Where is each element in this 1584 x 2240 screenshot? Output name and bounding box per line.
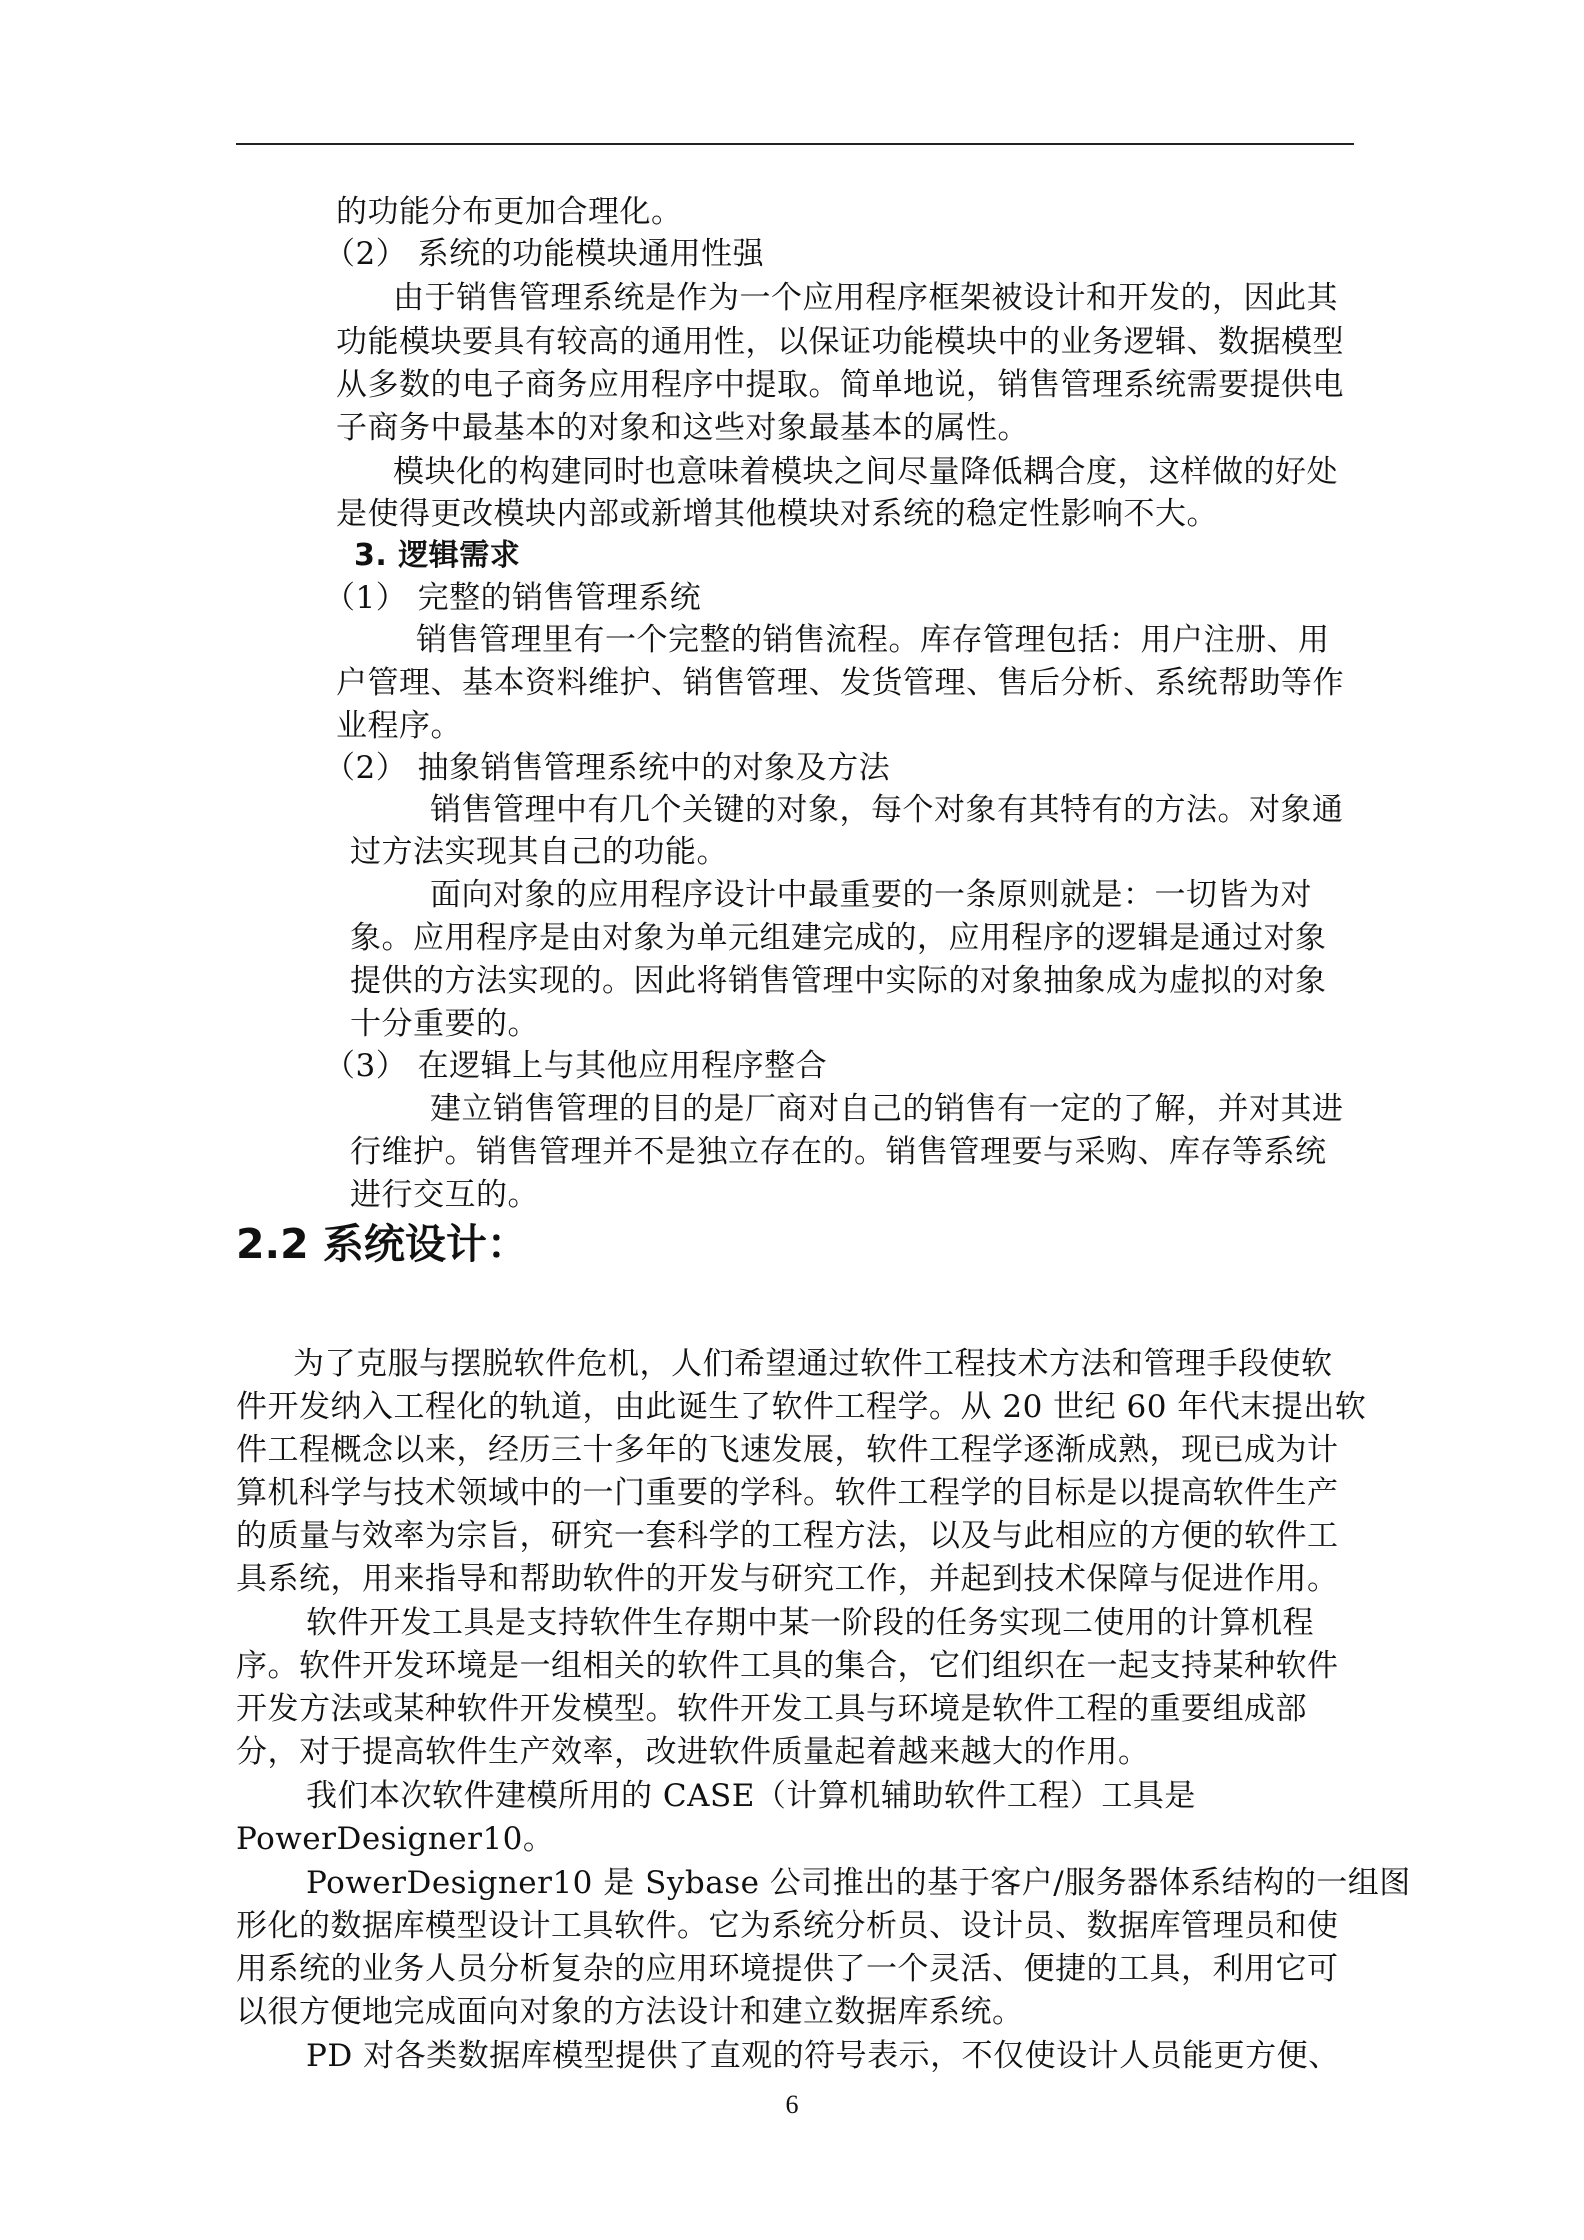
text-line: 户管理、基本资料维护、销售管理、发货管理、售后分析、系统帮助等作 [336,665,1344,701]
text-line: 行维护。销售管理并不是独立存在的。销售管理要与采购、库存等系统 [350,1134,1327,1170]
text-line: 件开发纳入工程化的轨道，由此诞生了软件工程学。从 20 世纪 60 年代末提出软 [236,1389,1367,1425]
text-line: 销售管理里有一个完整的销售流程。库存管理包括：用户注册、用 [416,622,1330,658]
text-line: 面向对象的应用程序设计中最重要的一条原则就是：一切皆为对 [430,877,1312,913]
text-line: 是使得更改模块内部或新增其他模块对系统的稳定性影响不大。 [336,496,1218,532]
section-title: 2.2 系统设计： [236,1220,528,1268]
text-line: 从多数的电子商务应用程序中提取。简单地说，销售管理系统需要提供电 [336,367,1344,403]
text-line: 模块化的构建同时也意味着模块之间尽量降低耦合度，这样做的好处 [393,454,1338,490]
text-line: 以很方便地完成面向对象的方法设计和建立数据库系统。 [236,1994,1024,2030]
list-item-heading: （3） 在逻辑上与其他应用程序整合 [324,1048,828,1084]
text-line: 用系统的业务人员分析复杂的应用环境提供了一个灵活、便捷的工具，利用它可 [236,1951,1339,1987]
text-line: 序。软件开发环境是一组相关的软件工具的集合，它们组织在一起支持某种软件 [236,1648,1339,1684]
text-line: 功能模块要具有较高的通用性，以保证功能模块中的业务逻辑、数据模型 [336,324,1344,360]
list-item-heading: （2） 系统的功能模块通用性强 [324,236,765,272]
page-number: 6 [785,2090,799,2119]
text-line: 销售管理中有几个关键的对象，每个对象有其特有的方法。对象通 [430,792,1344,828]
text-line: 由于销售管理系统是作为一个应用程序框架被设计和开发的，因此其 [393,280,1338,316]
text-line: 十分重要的。 [350,1006,539,1042]
text-line: 过方法实现其自己的功能。 [350,834,728,870]
subsection-heading: 3. 逻辑需求 [354,538,521,573]
text-line: PowerDesigner10。 [236,1821,555,1857]
text-line: 提供的方法实现的。因此将销售管理中实际的对象抽象成为虚拟的对象 [350,963,1327,999]
text-line: 的质量与效率为宗旨，研究一套科学的工程方法，以及与此相应的方便的软件工 [236,1518,1339,1554]
text-line: 软件开发工具是支持软件生存期中某一阶段的任务实现二使用的计算机程 [306,1605,1314,1641]
text-line: 建立销售管理的目的是厂商对自己的销售有一定的了解，并对其进 [430,1091,1344,1127]
header-rule [236,143,1354,145]
text-line: 分，对于提高软件生产效率，改进软件质量起着越来越大的作用。 [236,1734,1150,1770]
text-line: 的功能分布更加合理化。 [336,194,683,230]
text-line: 具系统，用来指导和帮助软件的开发与研究工作，并起到技术保障与促进作用。 [236,1561,1339,1597]
text-line: PowerDesigner10 是 Sybase 公司推出的基于客户/服务器体系结构的一组图 [306,1865,1411,1901]
list-item-heading: （2） 抽象销售管理系统中的对象及方法 [324,750,891,786]
text-line: PD 对各类数据库模型提供了直观的符号表示，不仅使设计人员能更方便、 [306,2038,1340,2074]
text-line: 形化的数据库模型设计工具软件。它为系统分析员、设计员、数据库管理员和使 [236,1908,1339,1944]
text-line: 算机科学与技术领域中的一门重要的学科。软件工程学的目标是以提高软件生产 [236,1475,1339,1511]
text-line: 业程序。 [336,708,462,744]
text-line: 子商务中最基本的对象和这些对象最基本的属性。 [336,410,1029,446]
text-line: 开发方法或某种软件开发模型。软件开发工具与环境是软件工程的重要组成部 [236,1691,1307,1727]
text-line: 进行交互的。 [350,1177,539,1213]
text-line: 象。应用程序是由对象为单元组建完成的，应用程序的逻辑是通过对象 [350,920,1327,956]
text-line: 我们本次软件建模所用的 CASE（计算机辅助软件工程）工具是 [306,1778,1196,1814]
text-line: 件工程概念以来，经历三十多年的飞速发展，软件工程学逐渐成熟，现已成为计 [236,1432,1339,1468]
list-item-heading: （1） 完整的销售管理系统 [324,580,702,616]
text-line: 为了克服与摆脱软件危机，人们希望通过软件工程技术方法和管理手段使软 [293,1346,1333,1382]
